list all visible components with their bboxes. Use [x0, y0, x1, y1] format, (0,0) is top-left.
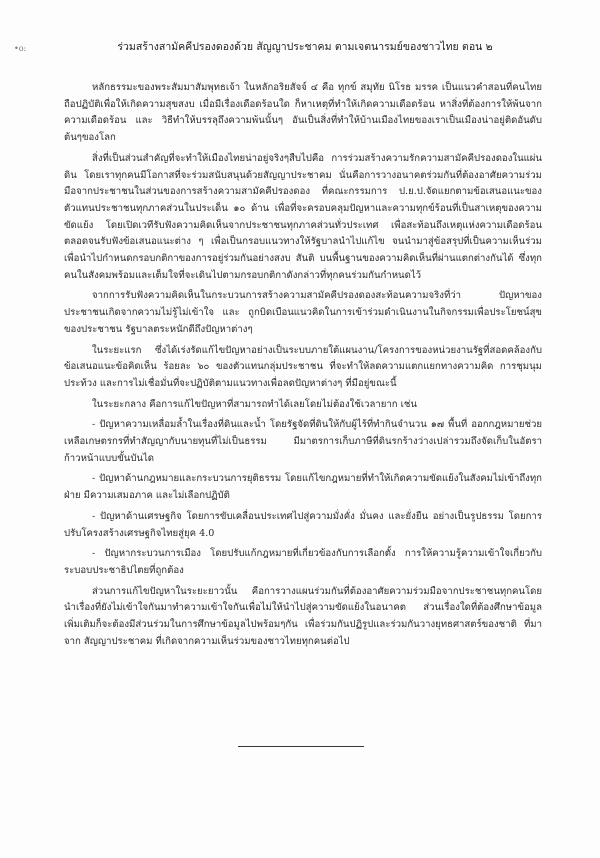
paragraph-middle-phase: ในระยะกลาง คือการแก้ไขปัญหาที่สามารถทำได้เลยโดยไม่ต้องใช้เวลายาก เช่น — [92, 398, 417, 410]
paragraph-first-phase: ในระยะแรก ซึ่งได้เร่งรัดแก้ไขปัญหาอย่างเป็นระบบภายใต้แผนงาน/โครงการของหน่วยงานรัฐที่สอดคล้องกับข้อเสนอแนะข้อคิดเห็น ร้อยละ ๖๐ ของตัวแทนกลุ่มประชาชน ที่จะทำให้ลดความแตกแยกทางความคิด การชุมนุมประท้วง และการไม่เชื่อมั่นที่จะปฏิบัติตามแนวทางเพื่อลดปัญหาต่างๆ ที่มีอยู่ขณะนี้ — [64, 344, 542, 389]
closing-divider — [238, 746, 364, 747]
list-item-economy: - ปัญหาด้านเศรษฐกิจ โดยการขับเคลื่อนประเทศไปสู่ความมั่งคั่ง มั่นคง และยั่งยืน อย่างเป็นรูปธรรม โดยการปรับโครงสร้างเศรษฐกิจไทยสู่ยุค 4.0 — [64, 510, 542, 539]
list-item-politics: - ปัญหากระบวนการเมือง โดยปรับแก้กฎหมายที่เกี่ยวข้องกับการเลือกตั้ง การให้ความรู้ความเข้าใจเกี่ยวกับระบอบประชาธิปไตยที่ถูกต้อง — [64, 548, 542, 576]
list-item-law-justice: - ปัญหาด้านกฎหมายและกระบวนการยุติธรรม โดยแก้ไขกฎหมายที่ทำให้เกิดความขัดแย้งในสังคมไม่เข้าถึงทุกฝ่าย มีความเสมอภาค และไม่เลือกปฏิบัติ — [64, 473, 542, 502]
paragraph-public-hearing: จากการรับฟังความคิดเห็นในกระบวนการสร้างความสามัคคีปรองดองสะท้อนความจริงที่ว่า ปัญหาของประชาชนเกิดจากความไม่รู้ไม่เข้าใจ และ ถูกบิดเบือนแนวคิดในการเข้าร่วมดำเนินงานในกิจกรรมเพื่อประโยชน์สุขของประชาชน รัฐบาลตระหนักดีถึงปัญหาต่างๆ — [64, 290, 542, 335]
paragraph-long-term: ส่วนการแก้ไขปัญหาในระยะยาวนั้น คือการวางแผนร่วมกันที่ต้องอาศัยความร่วมมือจากประชาชนทุกคนโดยนำเรื่องที่ยังไม่เข้าใจกันมาทำความเข้าใจกันเพื่อไม่ให้นำไปสู่ความขัดแย้งในอนาคต ส่วนเรื่องใดที่ต้องศึกษาข้อมูลเพิ่มเติมก็จะต้องมีส่วนร่วมในการศึกษาข้อมูลไปพร้อมๆกัน เพื่อร่วมกันปฏิรูปและร่วมกันวางยุทธศาสตร์ของชาติ ที่มาจาก สัญญาประชาคม ที่เกิดจากความเห็นร่วมของชาวไทยทุกคนต่อไป — [64, 585, 542, 647]
paragraph-reconciliation: สิ่งที่เป็นส่วนสำคัญที่จะทำให้เมืองไทยน่าอยู่จริงๆสืบไปคือ การร่วมสร้างความรักความสามัคคีปรองดองในแผ่นดิน โดยเราทุกคนมีโอกาสที่จะร่วมสนับสนุนด้วยสัญญาประชาคม นั่นคือการวางอนาคตร่วมกันที่ต้องอาศัยความร่วมมือจากประชาชนในส่วนของการสร้างความสามัคคีปรองดอง ที่คณะกรรมการ ป.ย.ป.จัดแยกตามข้อเสนอแนะของตัวแทนประชาชนทุกภาคส่วนในประเด็น ๑๐ ด้าน เพื่อที่จะครอบคลุมปัญหาและความทุกข์ร้อนที่เป็นสาเหตุของความขัดแย้ง โดยเปิดเวทีรับฟังความคิดเห็นจากประชาชนทุกภาคส่วนทั่วประเทศ เพื่อสะท้อนถึงเหตุแห่งความเดือดร้อน ตลอดจนรับฟังข้อเสนอแนะต่าง ๆ เพื่อเป็นกรอบแนวทางให้รัฐบาลนำไปแก้ไข จนนำมาสู่ข้อสรุปที่เป็นความเห็นร่วม เพื่อนำไปกำหนดกรอบกติกาของการอยู่ร่วมกันอย่างสงบ สันติ บนพื้นฐานของความคิดเห็นที่ผ่านแตกต่างกันได้ ซึ่งทุกคนในสังคมพร้อมและเต็มใจที่จะเดินไปตามกรอบกติกาดังกล่าวที่ทุกคนร่วมกันกำหนดไว้ — [64, 152, 542, 281]
list-item-land-water: - ปัญหาความเหลื่อมล้ำในเรื่องที่ดินและน้ำ โดยรัฐจัดที่ดินให้กับผู้ไร้ที่ทำกินจำนวน ๑๗ พื้นที่ ออกกฎหมายช่วยเหลือเกษตรกรที่ทำสัญญากับนายทุนที่ไม่เป็นธรรม มีมาตรการเก็บภาษีที่ดินรกร้างว่างเปล่ารวมถึงจัดเก็บในอัตราก้าวหน้าแบบขั้นบันได — [64, 419, 542, 464]
document-title: ร่วมสร้างสามัคคีปรองดองด้วย สัญญาประชาคม ตามเจตนารมย์ของชาวไทย ตอน ๒ — [117, 41, 493, 53]
paragraph-dhamma: หลักธรรมะของพระสัมมาสัมพุทธเจ้า ในหลักอริยสัจจ์ ๔ คือ ทุกข์ สมุทัย นิโรธ มรรค เป็นแนวคำสอนที่คนไทยถือปฏิบัติเพื่อให้เกิดความสุขสงบ เมื่อมีเรื่องเดือดร้อนใด ก็หาเหตุที่ทำให้เกิดความเดือดร้อน หาสิ่งที่ต้องการให้พ้นจากความเดือดร้อน และ วิธีทำให้บรรลุถึงความพ้นนั้นๆ อันเป็นสิ่งที่ทำให้บ้านเมืองไทยของเราเป็นเมืองน่าอยู่ติดอันดับต้นๆของโลก — [64, 82, 542, 144]
document-body — [64, 80, 542, 651]
corner-mark: •o: — [14, 44, 27, 53]
